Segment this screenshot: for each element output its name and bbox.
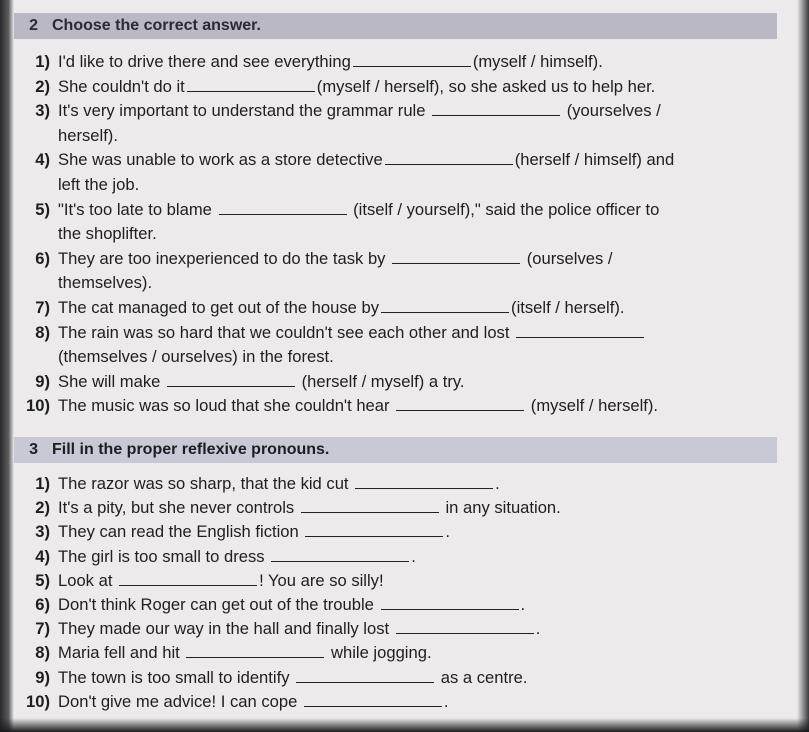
page-shadow-left — [0, 0, 14, 732]
section-2-number: 2 — [29, 17, 38, 34]
item-text: It's very important to understand the grammar rule (yourselves / herself). — [58, 101, 661, 145]
answer-blank[interactable] — [381, 597, 519, 610]
list-item — [14, 690, 779, 714]
answer-blank[interactable] — [385, 152, 513, 165]
list-item — [14, 321, 779, 370]
list-item — [14, 296, 779, 321]
answer-blank[interactable] — [381, 300, 509, 313]
answer-blank[interactable] — [271, 549, 409, 562]
list-item — [14, 99, 779, 148]
answer-blank[interactable] — [396, 398, 524, 411]
item-text: Don't think Roger can get out of the trouble . — [58, 595, 526, 615]
list-item — [14, 641, 779, 665]
item-text: The music was so loud that she couldn't hear (myself / herself). — [58, 396, 659, 416]
item-text: She was unable to work as a store detective (herself / himself) and left the job. — [58, 150, 675, 194]
item-text: They can read the English fiction . — [58, 522, 450, 542]
item-text: The razor was so sharp, that the kid cut . — [58, 474, 500, 493]
answer-blank[interactable] — [186, 645, 324, 658]
list-item — [14, 148, 779, 197]
answer-blank[interactable] — [296, 670, 434, 683]
item-text: "It's too late to blame (itself / yourself)," said the police officer to the shoplifter. — [58, 199, 660, 244]
answer-blank[interactable] — [353, 54, 471, 67]
item-text: The girl is too small to dress . — [58, 546, 416, 566]
item-number: 10) — [26, 691, 50, 711]
answer-blank[interactable] — [187, 79, 315, 92]
section-3-title: Fill in the proper reflexive pronouns. — [52, 441, 330, 458]
list-item — [14, 545, 779, 569]
item-number: 2) — [35, 498, 50, 518]
list-item — [14, 520, 779, 544]
item-number: 6) — [35, 248, 50, 268]
item-number: 8) — [35, 643, 50, 663]
list-item — [14, 198, 779, 247]
answer-blank[interactable] — [432, 103, 560, 116]
item-number: 2) — [35, 76, 50, 96]
list-item — [14, 666, 779, 690]
answer-blank[interactable] — [304, 694, 442, 707]
answer-blank[interactable] — [516, 325, 644, 338]
item-text: They made our way in the hall and finally lost . — [58, 619, 541, 639]
answer-blank[interactable] — [167, 374, 295, 387]
answer-blank[interactable] — [219, 202, 347, 215]
item-number: 8) — [35, 322, 50, 342]
section-3-list — [14, 472, 779, 714]
item-number: 7) — [35, 619, 50, 639]
item-text: The town is too small to identify as a centre. — [58, 667, 528, 687]
answer-blank[interactable] — [396, 621, 534, 634]
answer-blank[interactable] — [392, 251, 520, 264]
item-number: 6) — [35, 595, 50, 615]
item-text: She will make (herself / myself) a try. — [58, 371, 465, 391]
list-item — [14, 394, 779, 419]
item-text: Don't give me advice! I can cope . — [58, 691, 449, 711]
item-number: 3) — [35, 522, 50, 542]
list-item — [14, 496, 779, 520]
item-number: 9) — [35, 371, 50, 391]
section-2-title: Choose the correct answer. — [52, 17, 261, 34]
list-item — [14, 569, 779, 593]
item-text: The rain was so hard that we couldn't see each other and lost (themselves / ourselves) in the forest. — [58, 321, 779, 370]
item-number: 4) — [35, 546, 50, 566]
answer-blank[interactable] — [305, 524, 443, 537]
list-item — [14, 50, 779, 75]
item-number: 9) — [35, 667, 50, 687]
item-number: 3) — [35, 101, 50, 121]
item-number: 10) — [26, 396, 50, 416]
item-text: I'd like to drive there and see everything (myself / himself). — [58, 52, 603, 71]
list-item — [14, 75, 779, 100]
list-item — [14, 370, 779, 395]
item-text: Maria fell and hit while jogging. — [58, 643, 432, 663]
item-number: 7) — [35, 297, 50, 317]
section-3-header — [14, 437, 777, 463]
answer-blank[interactable] — [119, 573, 257, 586]
item-number: 1) — [35, 52, 50, 71]
item-text: It's a pity, but she never controls in any situation. — [58, 498, 561, 518]
list-item — [14, 593, 779, 617]
answer-blank[interactable] — [301, 500, 439, 513]
item-number: 4) — [35, 150, 50, 170]
list-item — [14, 472, 779, 496]
page-shadow-bottom — [0, 718, 809, 732]
item-text: They are too inexperienced to do the task by (ourselves / themselves). — [58, 248, 613, 293]
list-item — [14, 617, 779, 641]
section-2-header — [14, 13, 777, 39]
item-number: 1) — [35, 474, 50, 493]
section-3-number: 3 — [29, 441, 38, 458]
item-text: Look at ! You are so silly! — [58, 570, 384, 590]
item-text: The cat managed to get out of the house by (itself / herself). — [58, 297, 625, 317]
item-number: 5) — [35, 199, 50, 219]
section-2-list — [14, 50, 779, 419]
page-shadow-right — [797, 0, 809, 732]
item-number: 5) — [35, 570, 50, 590]
item-text: She couldn't do it (myself / herself), so she asked us to help her. — [58, 76, 656, 96]
list-item — [14, 247, 779, 296]
answer-blank[interactable] — [355, 476, 493, 489]
